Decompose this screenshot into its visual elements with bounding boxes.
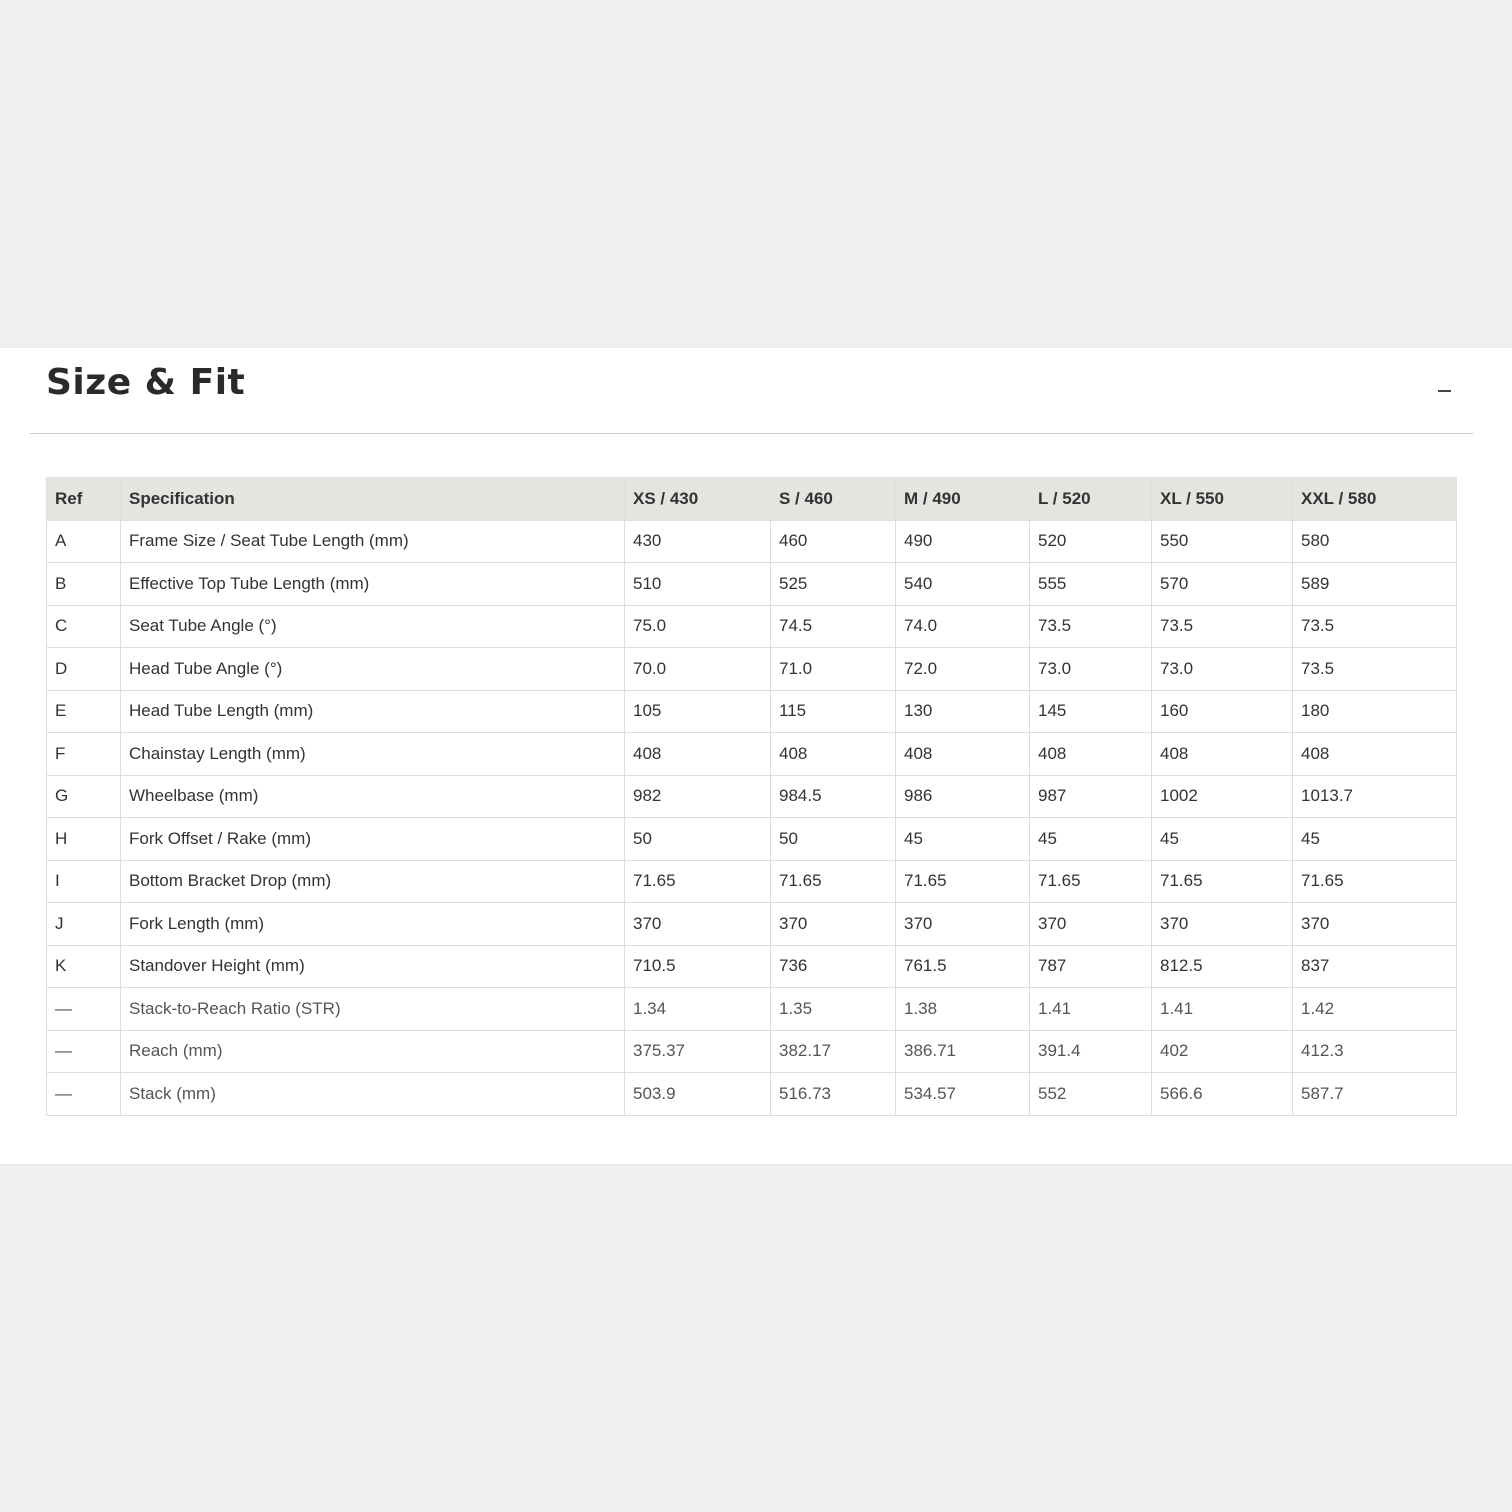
spec-name-cell: Standover Height (mm) xyxy=(121,945,625,988)
value-cell: 1002 xyxy=(1152,775,1293,818)
column-header: Ref xyxy=(47,478,121,521)
value-cell: 1.42 xyxy=(1293,988,1457,1031)
value-cell: 408 xyxy=(1030,733,1152,776)
value-cell: 180 xyxy=(1293,690,1457,733)
ref-cell: C xyxy=(47,605,121,648)
value-cell: 1.35 xyxy=(771,988,896,1031)
table-row xyxy=(47,775,1457,818)
value-cell: 460 xyxy=(771,520,896,563)
value-cell: 71.65 xyxy=(1293,860,1457,903)
value-cell: 370 xyxy=(896,903,1030,946)
value-cell: 525 xyxy=(771,563,896,606)
column-header: S / 460 xyxy=(771,478,896,521)
value-cell: 520 xyxy=(1030,520,1152,563)
value-cell: 1.41 xyxy=(1030,988,1152,1031)
section-header[interactable] xyxy=(0,348,1512,434)
value-cell: 50 xyxy=(771,818,896,861)
value-cell: 74.0 xyxy=(896,605,1030,648)
value-cell: 408 xyxy=(1293,733,1457,776)
value-cell: 71.65 xyxy=(771,860,896,903)
value-cell: 787 xyxy=(1030,945,1152,988)
value-cell: 45 xyxy=(1152,818,1293,861)
ref-cell: G xyxy=(47,775,121,818)
value-cell: 490 xyxy=(896,520,1030,563)
value-cell: 1.34 xyxy=(625,988,771,1031)
value-cell: 105 xyxy=(625,690,771,733)
table-row xyxy=(47,1073,1457,1116)
table-row xyxy=(47,1030,1457,1073)
table-row xyxy=(47,733,1457,776)
spec-name-cell: Reach (mm) xyxy=(121,1030,625,1073)
value-cell: 736 xyxy=(771,945,896,988)
ref-cell: J xyxy=(47,903,121,946)
column-header: M / 490 xyxy=(896,478,1030,521)
value-cell: 534.57 xyxy=(896,1073,1030,1116)
value-cell: 408 xyxy=(1152,733,1293,776)
table-header-row xyxy=(47,478,1457,521)
value-cell: 710.5 xyxy=(625,945,771,988)
value-cell: 71.65 xyxy=(1152,860,1293,903)
value-cell: 987 xyxy=(1030,775,1152,818)
value-cell: 412.3 xyxy=(1293,1030,1457,1073)
value-cell: 580 xyxy=(1293,520,1457,563)
ref-cell: I xyxy=(47,860,121,903)
value-cell: 370 xyxy=(1152,903,1293,946)
ref-cell: A xyxy=(47,520,121,563)
value-cell: 408 xyxy=(771,733,896,776)
value-cell: 391.4 xyxy=(1030,1030,1152,1073)
value-cell: 550 xyxy=(1152,520,1293,563)
value-cell: 370 xyxy=(771,903,896,946)
value-cell: 370 xyxy=(1030,903,1152,946)
value-cell: 115 xyxy=(771,690,896,733)
column-header: L / 520 xyxy=(1030,478,1152,521)
value-cell: 71.0 xyxy=(771,648,896,691)
value-cell: 73.0 xyxy=(1030,648,1152,691)
value-cell: 386.71 xyxy=(896,1030,1030,1073)
value-cell: 75.0 xyxy=(625,605,771,648)
section-title: Size & Fit xyxy=(46,362,246,403)
divider xyxy=(30,433,1473,434)
value-cell: 382.17 xyxy=(771,1030,896,1073)
value-cell: 73.0 xyxy=(1152,648,1293,691)
column-header: XXL / 580 xyxy=(1293,478,1457,521)
value-cell: 73.5 xyxy=(1030,605,1152,648)
ref-cell: E xyxy=(47,690,121,733)
value-cell: 984.5 xyxy=(771,775,896,818)
value-cell: 1013.7 xyxy=(1293,775,1457,818)
value-cell: 408 xyxy=(896,733,1030,776)
value-cell: 837 xyxy=(1293,945,1457,988)
collapse-button[interactable] xyxy=(1428,372,1460,404)
value-cell: 145 xyxy=(1030,690,1152,733)
value-cell: 73.5 xyxy=(1152,605,1293,648)
ref-cell: — xyxy=(47,1073,121,1116)
spec-name-cell: Effective Top Tube Length (mm) xyxy=(121,563,625,606)
value-cell: 587.7 xyxy=(1293,1073,1457,1116)
value-cell: 370 xyxy=(1293,903,1457,946)
value-cell: 430 xyxy=(625,520,771,563)
value-cell: 375.37 xyxy=(625,1030,771,1073)
value-cell: 589 xyxy=(1293,563,1457,606)
geometry-table xyxy=(46,477,1457,1116)
value-cell: 160 xyxy=(1152,690,1293,733)
column-header: Specification xyxy=(121,478,625,521)
spec-name-cell: Bottom Bracket Drop (mm) xyxy=(121,860,625,903)
value-cell: 516.73 xyxy=(771,1073,896,1116)
table-row xyxy=(47,563,1457,606)
value-cell: 72.0 xyxy=(896,648,1030,691)
spec-name-cell: Fork Offset / Rake (mm) xyxy=(121,818,625,861)
ref-cell: K xyxy=(47,945,121,988)
value-cell: 408 xyxy=(625,733,771,776)
size-fit-panel xyxy=(0,348,1512,1164)
spec-name-cell: Fork Length (mm) xyxy=(121,903,625,946)
ref-cell: — xyxy=(47,1030,121,1073)
table-body xyxy=(47,520,1457,1115)
table-row xyxy=(47,903,1457,946)
table-row xyxy=(47,690,1457,733)
spec-name-cell: Head Tube Length (mm) xyxy=(121,690,625,733)
table-row xyxy=(47,605,1457,648)
value-cell: 986 xyxy=(896,775,1030,818)
ref-cell: — xyxy=(47,988,121,1031)
value-cell: 71.65 xyxy=(625,860,771,903)
value-cell: 510 xyxy=(625,563,771,606)
value-cell: 71.65 xyxy=(1030,860,1152,903)
table-row xyxy=(47,818,1457,861)
value-cell: 1.41 xyxy=(1152,988,1293,1031)
value-cell: 45 xyxy=(896,818,1030,861)
value-cell: 71.65 xyxy=(896,860,1030,903)
value-cell: 812.5 xyxy=(1152,945,1293,988)
value-cell: 402 xyxy=(1152,1030,1293,1073)
spec-name-cell: Wheelbase (mm) xyxy=(121,775,625,818)
value-cell: 566.6 xyxy=(1152,1073,1293,1116)
column-header: XS / 430 xyxy=(625,478,771,521)
value-cell: 503.9 xyxy=(625,1073,771,1116)
table-row xyxy=(47,648,1457,691)
value-cell: 555 xyxy=(1030,563,1152,606)
value-cell: 73.5 xyxy=(1293,605,1457,648)
value-cell: 45 xyxy=(1030,818,1152,861)
value-cell: 73.5 xyxy=(1293,648,1457,691)
ref-cell: D xyxy=(47,648,121,691)
value-cell: 570 xyxy=(1152,563,1293,606)
ref-cell: H xyxy=(47,818,121,861)
value-cell: 130 xyxy=(896,690,1030,733)
value-cell: 982 xyxy=(625,775,771,818)
spec-name-cell: Stack-to-Reach Ratio (STR) xyxy=(121,988,625,1031)
value-cell: 45 xyxy=(1293,818,1457,861)
table-row xyxy=(47,945,1457,988)
minus-icon xyxy=(1438,390,1451,392)
spec-name-cell: Chainstay Length (mm) xyxy=(121,733,625,776)
value-cell: 70.0 xyxy=(625,648,771,691)
ref-cell: B xyxy=(47,563,121,606)
table-row xyxy=(47,520,1457,563)
value-cell: 761.5 xyxy=(896,945,1030,988)
value-cell: 540 xyxy=(896,563,1030,606)
ref-cell: F xyxy=(47,733,121,776)
spec-name-cell: Stack (mm) xyxy=(121,1073,625,1116)
column-header: XL / 550 xyxy=(1152,478,1293,521)
value-cell: 1.38 xyxy=(896,988,1030,1031)
spec-name-cell: Seat Tube Angle (°) xyxy=(121,605,625,648)
value-cell: 552 xyxy=(1030,1073,1152,1116)
table-row xyxy=(47,860,1457,903)
value-cell: 370 xyxy=(625,903,771,946)
spec-name-cell: Frame Size / Seat Tube Length (mm) xyxy=(121,520,625,563)
value-cell: 50 xyxy=(625,818,771,861)
table-row xyxy=(47,988,1457,1031)
value-cell: 74.5 xyxy=(771,605,896,648)
spec-name-cell: Head Tube Angle (°) xyxy=(121,648,625,691)
